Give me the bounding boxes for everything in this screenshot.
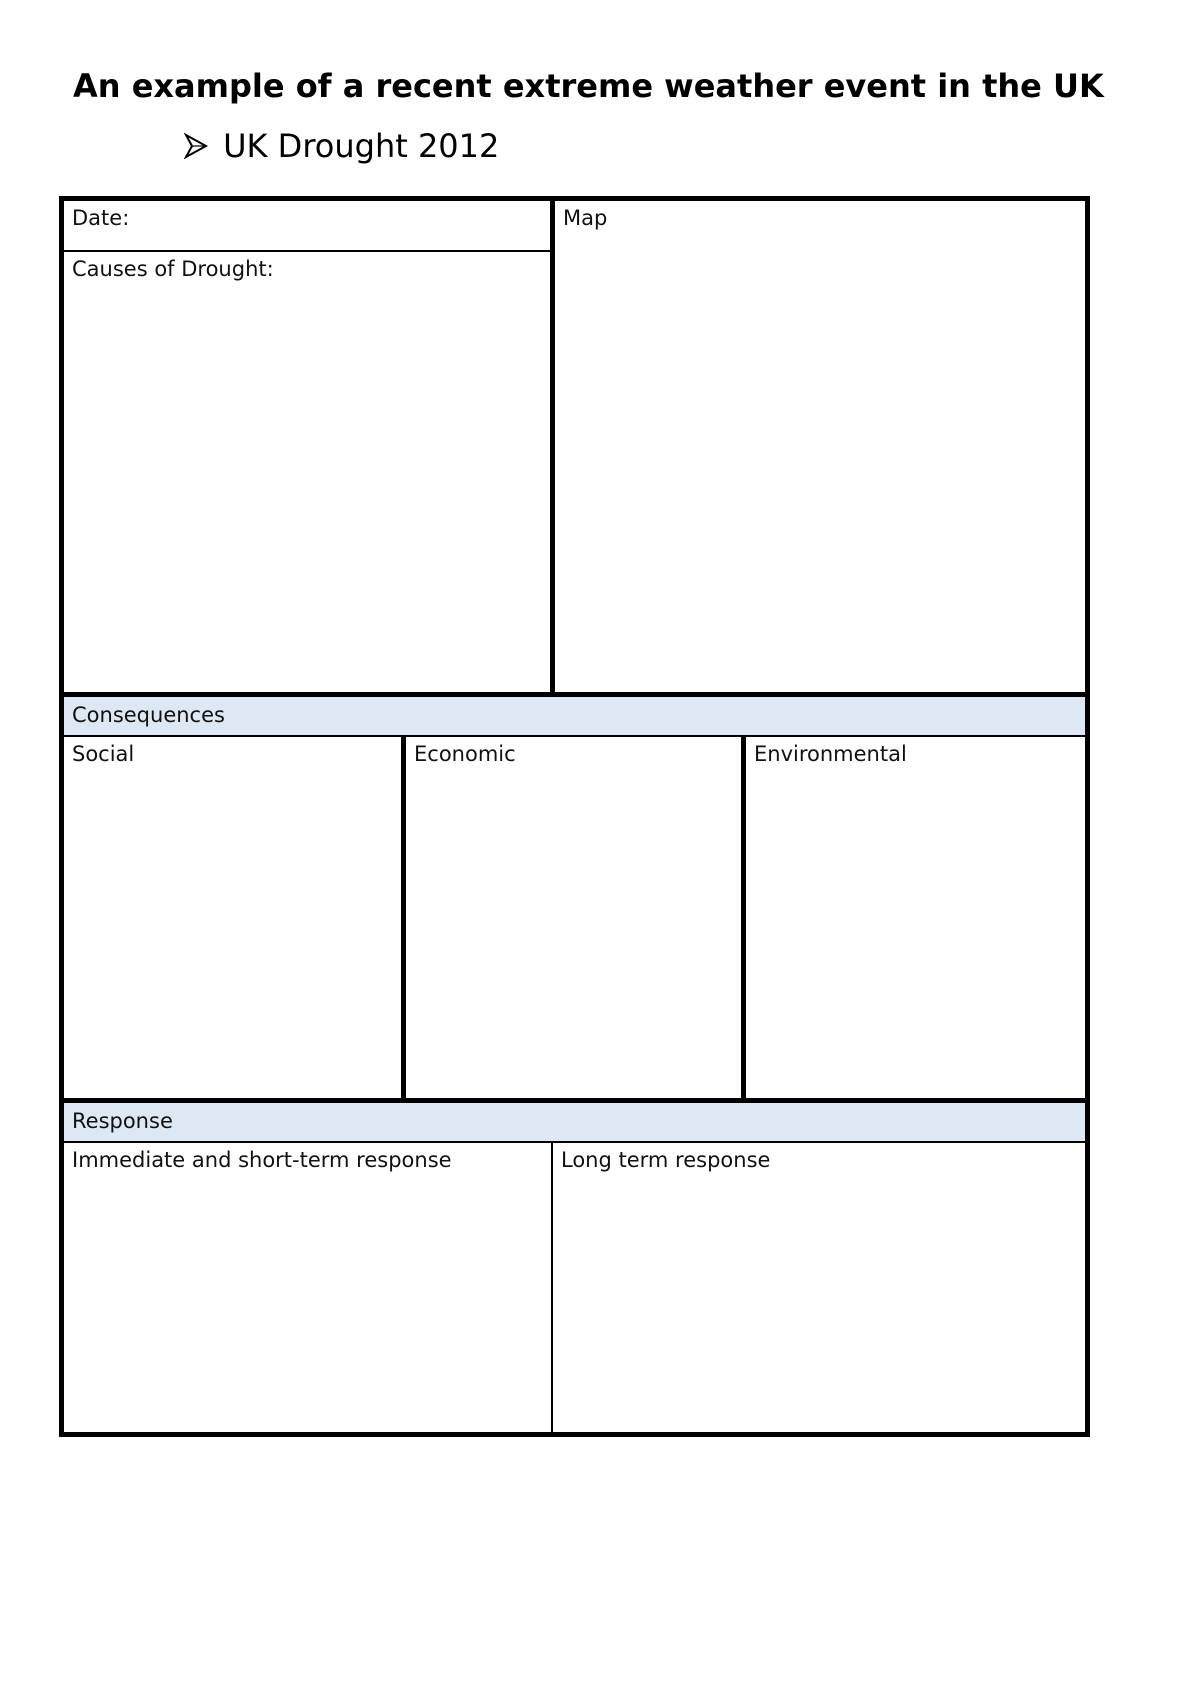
immediate-response-cell[interactable]	[64, 1143, 550, 1432]
map-cell[interactable]	[555, 201, 1085, 692]
long-term-response-cell[interactable]	[553, 1143, 1085, 1432]
date-label: Date:	[72, 206, 130, 230]
environmental-cell[interactable]	[746, 737, 1085, 1098]
causes-cell[interactable]	[64, 252, 550, 692]
social-cell[interactable]	[64, 737, 401, 1098]
document-subtitle: UK Drought 2012	[223, 127, 500, 165]
consequences-label: Consequences	[72, 703, 225, 727]
subtitle-row	[184, 126, 499, 170]
long-term-response-label: Long term response	[561, 1148, 771, 1172]
consequences-header	[64, 697, 1085, 735]
response-label: Response	[72, 1109, 173, 1133]
worksheet-table	[59, 196, 1090, 1437]
causes-label: Causes of Drought:	[72, 257, 274, 281]
environmental-label: Environmental	[754, 742, 907, 766]
social-label: Social	[72, 742, 135, 766]
arrow-bullet-icon	[184, 132, 208, 160]
response-header	[64, 1103, 1085, 1141]
immediate-response-label: Immediate and short-term response	[72, 1148, 452, 1172]
economic-cell[interactable]	[406, 737, 741, 1098]
economic-label: Economic	[414, 742, 516, 766]
document-title: An example of a recent extreme weather event in the UK	[73, 67, 1104, 105]
map-label: Map	[563, 206, 608, 230]
date-cell[interactable]	[64, 201, 550, 250]
